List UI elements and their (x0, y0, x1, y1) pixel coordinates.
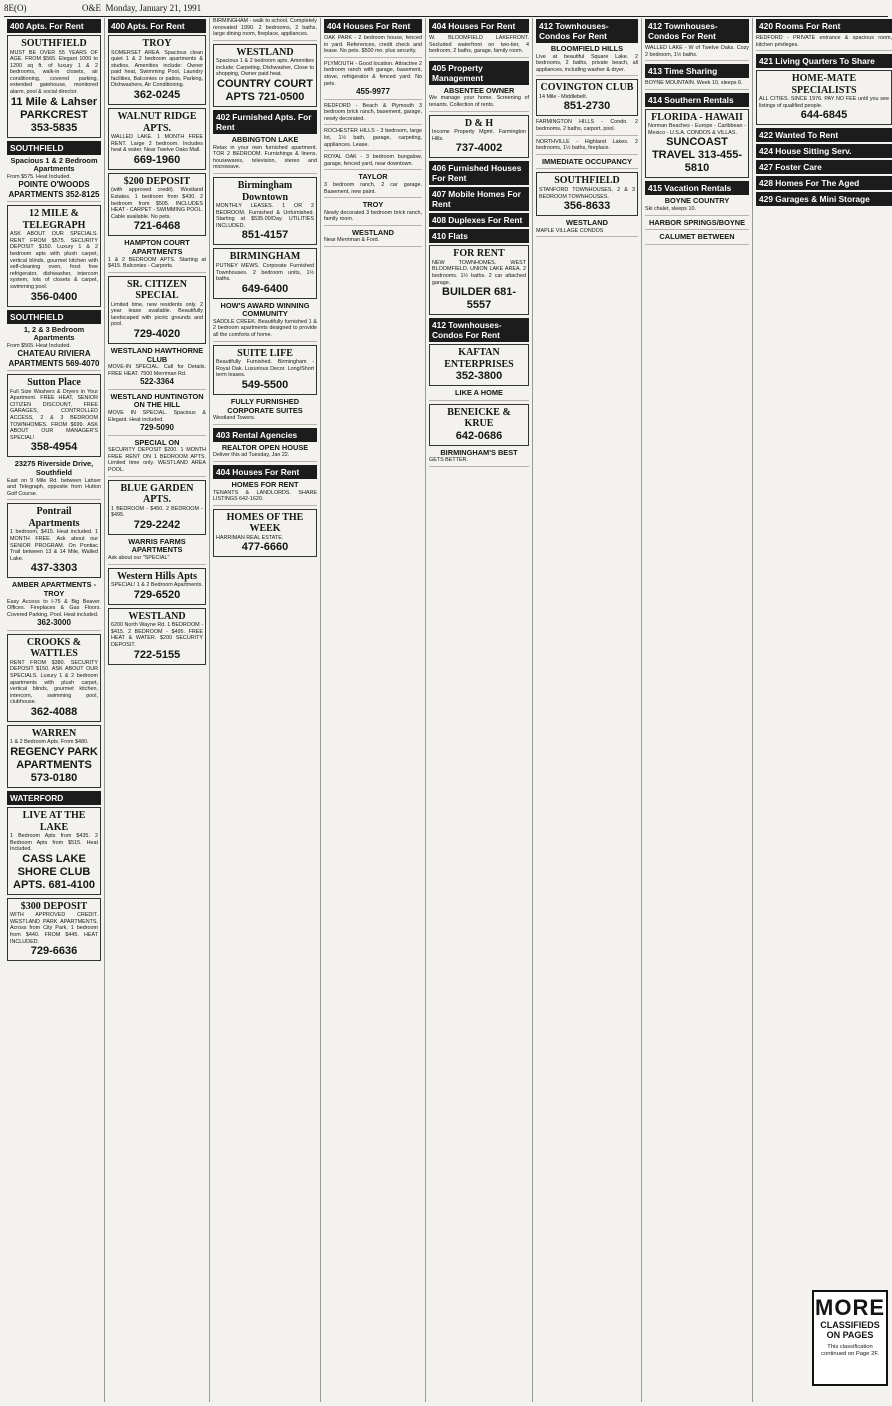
ad-headline: KAFTAN ENTERPRISES (444, 347, 514, 370)
classified-ad (7, 503, 101, 578)
ad-text: Income Property Mgmt. Farmington Hills. (432, 129, 526, 142)
ad-headline: WESTLAND HUNTINGTON ON THE HILL (110, 391, 204, 410)
classified-ad (324, 201, 422, 226)
ad-text: FARMINGTON HILLS - Condo. 2 bedrooms, 2 baths, carport, pool. (536, 119, 638, 133)
ad-headline: TROY (362, 200, 384, 210)
ad-text: Westland Towers. (213, 415, 256, 422)
ad-headline: Western Hills Apts (116, 570, 197, 582)
ad-headline: FOR RENT (453, 248, 505, 260)
classified-ad (324, 128, 422, 151)
ad-headline: 23275 Riverside Drive, Southfield (14, 459, 94, 478)
ad-text: ROYAL OAK - 3 bedroom bungalow, garage, fenced yard, near downtown. (324, 154, 422, 167)
classified-ad (108, 239, 206, 272)
ad-headline: WESTLAND (566, 218, 608, 228)
ad-headline: FULLY FURNISHED CORPORATE SUITES (227, 396, 303, 415)
classified-ad (108, 538, 206, 565)
section-header: 420 Rooms For Rent (756, 19, 892, 33)
ad-headline: WESTLAND (236, 46, 294, 58)
ad-phone: 649-6400 (241, 282, 289, 295)
classified-ad (324, 103, 422, 126)
ad-text: 1 & 2 BEDROOM APTS. Starting at $415. Balconies - Carports. (108, 256, 206, 270)
classified-ad (7, 807, 101, 895)
classified-ad (429, 115, 529, 159)
classified-ad (213, 248, 317, 298)
classified-ad (213, 345, 317, 395)
ad-text: 6200 North Wayne Rd. 1 BEDROOM - $415. 2 BEDROOM - $495. FREE HEAT & WATER. $200 SECURITY DEPOSIT. (111, 622, 203, 648)
ad-text: WALLED LAKE - W of Twelve Oaks. Cozy 2 bedroom, 1½ baths. (645, 45, 749, 58)
classified-ad (324, 154, 422, 170)
classified-ad (213, 18, 317, 41)
ad-headline: AMBER APARTMENTS - TROY (11, 580, 97, 598)
ad-text: PUTNEY MEWS. Corporate Furnished Townhouses. 2 bedroom units, 1½ baths. (216, 262, 314, 283)
ad-phone: 737-4002 (455, 142, 503, 155)
ad-text: Near Merriman & Ford. (324, 237, 380, 244)
ad-headline: TAYLOR (358, 172, 388, 182)
classified-ad (324, 229, 422, 247)
ad-text: SECURITY DEPOSIT $200. 1 MONTH FREE RENT ON 1 BEDROOM APTS. Limited time only. WESTLAND AREA POOL. (108, 447, 206, 473)
ad-text: Spacious 1 & 2 bedroom apts. Amenities include: Carpeting, Dishwasher, Close to shopping, Owner paid heat. (216, 58, 314, 78)
ad-headline: Birmingham Downtown (237, 180, 293, 203)
section-header: 413 Time Sharing (645, 64, 749, 78)
column-7 (642, 18, 753, 1402)
ad-text: MAPLE VILLAGE CONDOS (536, 227, 604, 234)
ad-text: BIRMINGHAM - walk to school. Completely renovated 1990. 2 bedrooms, 2 baths, large dining room, fireplace, appliances. (213, 18, 317, 38)
ad-phone: 722-5155 (133, 648, 181, 661)
ad-text: Limited time, new residents only. 2 year lease available. Beautifully landscaped with picnic grounds and pool. (111, 301, 203, 328)
classified-ad (536, 172, 638, 216)
ad-headline: SUITE LIFE (237, 347, 293, 359)
ad-headline: Sutton Place (27, 377, 81, 389)
ad-text: From $575. Heat Included. (7, 173, 71, 180)
ad-text: MUST BE OVER 55 YEARS OF AGE. FROM $565. Elegant 1000 to 1200 sq ft. of luxury 1 & 2 bedrooms, walk-in closets, air conditioning, covered parking, extended gatehouse, monitored alarm, pool & social director. (10, 49, 98, 96)
ad-text: BOYNE MOUNTAIN. Week 10, sleeps 6. (645, 80, 743, 87)
classified-ad (645, 197, 749, 215)
classified-ad (213, 177, 317, 245)
ad-headline: REALTOR OPEN HOUSE (221, 442, 309, 452)
ad-text: Live at beautiful Square Lake. 2 bedrooms, 2 baths, private beach, all appliances, including washer & dryer. (536, 53, 638, 73)
classified-ad (7, 374, 101, 457)
classified-ad (429, 404, 529, 446)
section-header: 412 Townhouses-Condos For Rent (536, 19, 638, 43)
ad-text: HARRIMAN REAL ESTATE. (216, 534, 284, 541)
ad-text: 14 Mile - Middlebelt. (539, 93, 588, 100)
ad-text: 1 BEDROOM - $450. 2 BEDROOM - $495. (111, 505, 203, 519)
ad-phone: BUILDER 681-5557 (442, 286, 516, 312)
ad-text: MOVE IN SPECIAL. Spacious & Elegant. Heat included. (108, 410, 206, 423)
ad-headline: $200 DEPOSIT (123, 175, 191, 187)
section-header: 410 Flats (429, 229, 529, 243)
ad-headline: LIKE A HOME (455, 388, 503, 398)
classified-ad (108, 108, 206, 170)
section-header: 412 Townhouses-Condos For Rent (429, 318, 529, 342)
ad-text: Beautifully Furnished. Birmingham - Royal Oak. Luxurious Decor. Long/Short term leases. (216, 359, 314, 379)
section-header: 427 Foster Care (756, 160, 892, 174)
classified-ad (213, 136, 317, 174)
section-header: 406 Furnished Houses For Rent (429, 161, 529, 185)
ad-text: WALLED LAKE. 1 MONTH FREE RENT. Large 2 bedroom. Includes heat & water. Near Twelve Oaks Mall. (111, 134, 203, 154)
ad-text: TENANTS & LANDLORDS. SHARE LISTINGS 642-1620. (213, 489, 317, 503)
ad-headline: CROOKS & WATTLES (26, 636, 82, 660)
ad-headline: ABSENTEE OWNER (443, 85, 515, 95)
more-note: This classification continued on Page 2F. (821, 1344, 879, 1357)
more-line-2: ON PAGES (826, 1330, 874, 1340)
ad-text: ALL CITIES. SINCE 1976. PAY NO FEE until you see listings of qualified people. (759, 96, 889, 109)
section-header: 412 Townhouses-Condos For Rent (645, 19, 749, 43)
ad-text: RENT FROM $380. SECURITY DEPOSIT $150. ASK ABOUT OUR SPECIALS. Luxury 1 & 2 bedroom apartments with plush carpet, vertical blinds, gourmet kitchen, intercom, swimming pool, clubhouse. (10, 659, 98, 706)
ad-phone: 455-9977 (356, 87, 390, 97)
section-header: 407 Mobile Homes For Rent (429, 187, 529, 211)
ad-text: STANFORD TOWNHOUSES. 2 & 3 BEDROOM TOWNHOUSES. (539, 186, 635, 200)
ad-text: Ski chalet, sleeps 10. (645, 206, 696, 213)
ad-headline: BOYNE COUNTRY (664, 196, 730, 206)
classified-ad (645, 109, 749, 179)
ad-text: GETS BETTER. (429, 457, 468, 464)
ad-text: ROCHESTER HILLS - 3 bedroom, large lot, 1½ bath, garage, carpeting, appliances. Lease. (324, 128, 422, 148)
ad-text: NORTHVILLE - Highland Lakes. 2 bedrooms, 1½ baths, fireplace. (536, 138, 638, 152)
more-line-1: CLASSIFIEDS (820, 1320, 880, 1330)
ad-text: Ask about our "SPECIAL" (108, 554, 170, 561)
classified-ad (108, 480, 206, 535)
ad-text: WITH APPROVED CREDIT. WESTLAND PARK APARTMENTS. Across from City Park. 1 bedroom from $440. FROM $445. HEAT INCLUDED. (10, 912, 98, 945)
ad-headline: WESTLAND (352, 227, 394, 237)
column-3 (210, 18, 321, 1402)
column-2 (105, 18, 210, 1402)
more-word: MORE (815, 1295, 885, 1320)
ad-headline: IMMEDIATE OCCUPANCY (541, 156, 633, 166)
ad-headline: HOME-MATE SPECIALISTS (791, 73, 857, 96)
classified-ad (429, 344, 529, 386)
section-header: 404 Houses For Rent (324, 19, 422, 33)
classified-ad (324, 61, 422, 100)
classified-ad (7, 634, 101, 722)
ad-headline: WARRIS FARMS APARTMENTS (128, 536, 186, 555)
ad-phone: 644-6845 (800, 109, 848, 122)
classified-columns (4, 18, 892, 1402)
ad-phone: POINTE O'WOODS APARTMENTS 352-8125 (8, 180, 100, 199)
section-header: 422 Wanted To Rent (756, 128, 892, 142)
section-header: SOUTHFIELD (7, 310, 101, 324)
ad-headline: $300 DEPOSIT (20, 900, 88, 912)
ad-phone: SUNCOAST TRAVEL 313-455-5810 (651, 136, 743, 175)
ad-headline: FLORIDA - HAWAII (651, 111, 743, 123)
ad-text: 1 bedroom, $415. Heat included. 1 MONTH FREE. Ask about our SENIOR PROGRAM. On Pontiac Trail between 13 & 14 Mile, Walled Lake. (10, 529, 98, 562)
ad-text: Norman Beaches - Europe - Caribbean - Mexico - U.S.A. CONDOS & VILLAS. (648, 123, 746, 136)
section-header: 400 Apts. For Rent (108, 19, 206, 33)
ad-phone: 477-6660 (241, 541, 289, 554)
classified-ad (756, 35, 892, 51)
classified-ad (108, 276, 206, 344)
ad-text: SPECIAL! 1 & 2 Bedroom Apartments. (111, 582, 203, 589)
publication-date: O&E Monday, January 21, 1991 (82, 3, 202, 13)
classified-ad (536, 219, 638, 237)
section-header: 428 Homes For The Aged (756, 176, 892, 190)
ad-phone: 352-3800 (455, 370, 503, 383)
ad-phone: 851-4157 (241, 229, 289, 242)
classified-ad (7, 205, 101, 306)
classified-ad (429, 389, 529, 401)
section-header: 415 Vacation Rentals (645, 181, 749, 195)
classified-ad (429, 449, 529, 467)
ad-text: Relax in your own furnished apartment. TOR 2 BEDROOM. Furnishings & linens, housewares, television, stereo and microwave. (213, 144, 317, 171)
ad-phone: 362-0245 (133, 89, 181, 102)
ad-text: 1 & 2 Bedroom Apts. From $480. (10, 739, 89, 746)
ad-phone: 721-6468 (133, 220, 181, 233)
classified-ad (756, 70, 892, 125)
ad-headline: ABBINGTON LAKE (231, 135, 299, 145)
ad-text: Easy Access to I-75 & Big Beaver. Offices. Fireplaces & Gas Floors. Covered Parking. Pool. Heat included. (7, 598, 101, 618)
ad-text: (with approved credit). Westland Estates. 1 bedroom from $430. 2 bedroom from $505. INCLUDES HEAT - CARPET - SWIMMING POOL. Cable available. No pets. (111, 187, 203, 220)
classified-ad (429, 35, 529, 58)
column-5 (426, 18, 533, 1402)
ad-headline: WESTLAND HAWTHORNE CLUB (110, 346, 204, 364)
ad-headline: COVINGTON CLUB (540, 82, 634, 94)
section-header: 414 Southern Rentals (645, 93, 749, 107)
ad-text: SOMERSET AREA. Spacious clean quiet 1 & 2 bedroom apartments & studios. Amenities include: Owner paid heat, Swimming Pool, Laundry facilities, Balconies or patios, Parking, Dishwashers, Air Conditioning. (111, 49, 203, 89)
ad-phone: 729-5090 (140, 423, 174, 433)
classified-ad (108, 173, 206, 236)
classified-ad (213, 44, 317, 107)
classified-ad (213, 481, 317, 506)
ad-text: REDFORD - Beach & Plymouth 3 bedroom brick ranch, basement, garage, newly decorated. (324, 102, 422, 122)
ad-text: W. BLOOMFIELD LAKEFRONT. Secluded waterfront on two-tier, 4 bedroom, 2 baths, garage, family room. (429, 35, 529, 55)
ad-phone: REGENCY PARK APARTMENTS 573-0180 (10, 746, 98, 784)
ad-text: Newly decorated 3 bedroom brick ranch, family room. (324, 209, 422, 223)
ad-headline: 1, 2 & 3 Bedroom Apartments (23, 324, 85, 343)
ad-headline: TROY (142, 38, 172, 49)
ad-phone: 437-3303 (30, 562, 78, 575)
ad-text: East on 9 Mile Rd. between Lahser and Telegraph, opposite from Hutton Golf Course. (7, 477, 101, 497)
ad-phone: 669-1960 (133, 153, 181, 166)
ad-phone: 729-6520 (133, 588, 181, 601)
section-header: 402 Furnished Apts. For Rent (213, 110, 317, 134)
ad-phone: 642-0686 (455, 429, 503, 442)
section-header: SOUTHFIELD (7, 141, 101, 155)
ad-text: From $565. Heat Included. (7, 342, 71, 349)
classified-ad (7, 460, 101, 500)
more-classifieds-box (812, 1290, 888, 1386)
classified-ad (108, 568, 206, 605)
section-header: 424 House Sitting Serv. (756, 144, 892, 158)
section-header: WATERFORD (7, 791, 101, 805)
ad-phone: 729-6636 (30, 945, 78, 958)
classified-ad (7, 725, 101, 788)
classified-ad (7, 581, 101, 630)
ad-phone: COUNTRY COURT APTS 721-0500 (217, 78, 313, 104)
ad-headline: D & H (464, 117, 494, 129)
classified-ad (7, 157, 101, 203)
column-1 (4, 18, 105, 1402)
classified-ad (536, 79, 638, 116)
ad-headline: WALNUT RIDGE APTS. (117, 111, 197, 134)
ad-phone: 11 Mile & Lahser PARKCREST 353-5835 (10, 95, 98, 134)
ad-headline: SPECIAL ON (134, 437, 180, 447)
ad-phone: 549-5500 (241, 378, 289, 391)
ad-headline: BENEICKE & KRUE (447, 406, 511, 430)
ad-text: Deliver this ad Tuesday, Jan 22. (213, 452, 290, 459)
ad-phone: 356-8633 (563, 200, 611, 213)
ad-headline: HARBOR SPRINGS/BOYNE (648, 217, 746, 227)
ad-text: We manage your home. Screening of tenants. Collection of rents. (429, 95, 529, 108)
ad-text: MOVE-IN SPECIAL. Call for Details. FREE HEAT. 7500 Merriman Rd. (108, 364, 206, 377)
ad-phone: CASS LAKE SHORE CLUB APTS. 681-4100 (13, 852, 95, 891)
classified-ad (645, 80, 749, 90)
classified-ad (213, 444, 317, 462)
classified-ad (7, 35, 101, 138)
classified-ad (429, 245, 529, 315)
classified-ad (108, 439, 206, 477)
ad-phone: 729-4020 (133, 328, 181, 341)
classified-ad (536, 139, 638, 155)
ad-phone: 356-0400 (30, 290, 78, 303)
ad-text: OAK PARK - 2 bedroom house, fenced in yard. References, credit check and lease. No pets. $500 mo. plus security. (324, 35, 422, 55)
ad-text: ASK ABOUT OUR SPECIALS. RENT FROM $575. SECURITY DEPOSIT $150. Luxury 1 & 2 bedroom apts with plush carpet, vertical blinds, gourmet kitchen with self-cleaning oven, frost free refrigerator, dishwasher, intercom system, lots of closets & carpet, swimming pool. (10, 231, 98, 290)
ad-headline: WARREN (31, 727, 77, 739)
classified-ad (213, 398, 317, 425)
classified-ad (429, 87, 529, 112)
ad-headline: BLOOMFIELD HILLS (550, 44, 624, 53)
ad-headline: BLUE GARDEN APTS. (120, 482, 194, 506)
section-header: 404 Houses For Rent (213, 465, 317, 479)
ad-headline: Spacious 1 & 2 Bedroom Apartments (10, 155, 98, 174)
masthead (4, 2, 888, 17)
ad-headline: HOMES OF THE WEEK (226, 511, 304, 535)
ad-headline: SR. CITIZEN SPECIAL (126, 278, 188, 302)
classified-ad (645, 233, 749, 245)
ad-phone: CHATEAU RIVIERA APARTMENTS 569-4070 (8, 349, 100, 368)
classified-ad (7, 898, 101, 961)
ad-text: NEW TOWNHOMES. WEST BLOOMFIELD. UNION LAKE AREA. 2 bedrooms. 1½ baths. 2 car attached garage. (432, 259, 526, 286)
ad-headline: BIRMINGHAM (229, 251, 301, 263)
ad-phone: 362-4088 (30, 705, 78, 718)
ad-phone: 358-4954 (30, 441, 78, 454)
ad-text: REDFORD - PRIVATE entrance & spacious room, kitchen privileges. (756, 35, 892, 48)
ad-text: 1 Bedroom Apts from $435. 2 Bedroom Apts from $515. Heat Included. (10, 833, 98, 853)
classified-ad (108, 35, 206, 105)
ad-headline: HOW'S AWARD WINNING COMMUNITY (220, 300, 310, 319)
column-4 (321, 18, 426, 1402)
section-header: 408 Duplexes For Rent (429, 213, 529, 227)
ad-text: MONTHLY LEASES. 1 OR 2 BEDROOM. Furnished & Unfurnished. Starting at $535.00/Day. UTILITIES INCLUDED. (216, 203, 314, 229)
ad-headline: Pontrail Apartments (28, 506, 80, 529)
classified-ad (108, 608, 206, 665)
classified-ad (536, 45, 638, 76)
classified-ad (7, 326, 101, 372)
ad-headline: HAMPTON COURT APARTMENTS (124, 238, 190, 256)
section-header: 405 Property Management (429, 61, 529, 85)
column-8 (753, 18, 892, 1402)
ad-headline: CALUMET BETWEEN (659, 232, 735, 242)
classified-ad (108, 347, 206, 390)
column-6 (533, 18, 642, 1402)
classified-ad (213, 302, 317, 342)
classified-ad (536, 119, 638, 135)
ad-text: Full Size Washers & Dryers in Your Apartment. FREE HEAT, SENIOR CITIZEN DISCOUNT, FREE GARAGES, CONTROLLED ACCESS, 2 & 3 BEDROOM TOWNHOMES. FROM $699. ASK ABOUT OUR MANAGER'S SPECIAL! (10, 388, 98, 441)
ad-headline: LIVE AT THE LAKE (22, 810, 86, 833)
classified-ad (324, 35, 422, 58)
ad-headline: HOMES FOR RENT (231, 479, 299, 489)
classified-ad (645, 219, 749, 231)
ad-phone: 522-3364 (140, 377, 174, 387)
ad-phone: 851-2730 (563, 100, 611, 113)
section-header: 403 Rental Agencies (213, 428, 317, 442)
ad-headline: SOUTHFIELD (554, 175, 620, 187)
classified-ad (324, 173, 422, 198)
section-header: 421 Living Quarters To Share (756, 54, 892, 68)
classified-ad (536, 158, 638, 170)
section-header: 400 Apts. For Rent (7, 19, 101, 33)
ad-phone: 362-3000 (37, 618, 71, 628)
ad-text: PLYMOUTH - Good location. Attractive 2 bedroom ranch with garage, basement, stove, refrigerator & fenced yard. No pets. (324, 60, 422, 87)
classified-ad (108, 393, 206, 436)
classified-ad (645, 45, 749, 61)
ad-text: 3 bedroom ranch, 2 car garage. Basement, new paint. (324, 181, 422, 195)
ad-text: SADDLE CREEK. Beautifully furnished 1 & 2 bedroom apartments designed to provide all the comforts of home. (213, 318, 317, 339)
section-header: 429 Garages & Mini Storage (756, 192, 892, 206)
classified-ad (213, 509, 317, 558)
ad-headline: 12 MILE & TELEGRAPH (22, 208, 86, 231)
ad-phone: 729-2242 (133, 518, 181, 531)
section-header: 404 Houses For Rent (429, 19, 529, 33)
ad-headline: BIRMINGHAM'S BEST (440, 447, 518, 457)
ad-headline: WESTLAND (128, 610, 186, 622)
ad-headline: SOUTHFIELD (21, 38, 87, 49)
page-number: 8E(O) (4, 3, 27, 13)
